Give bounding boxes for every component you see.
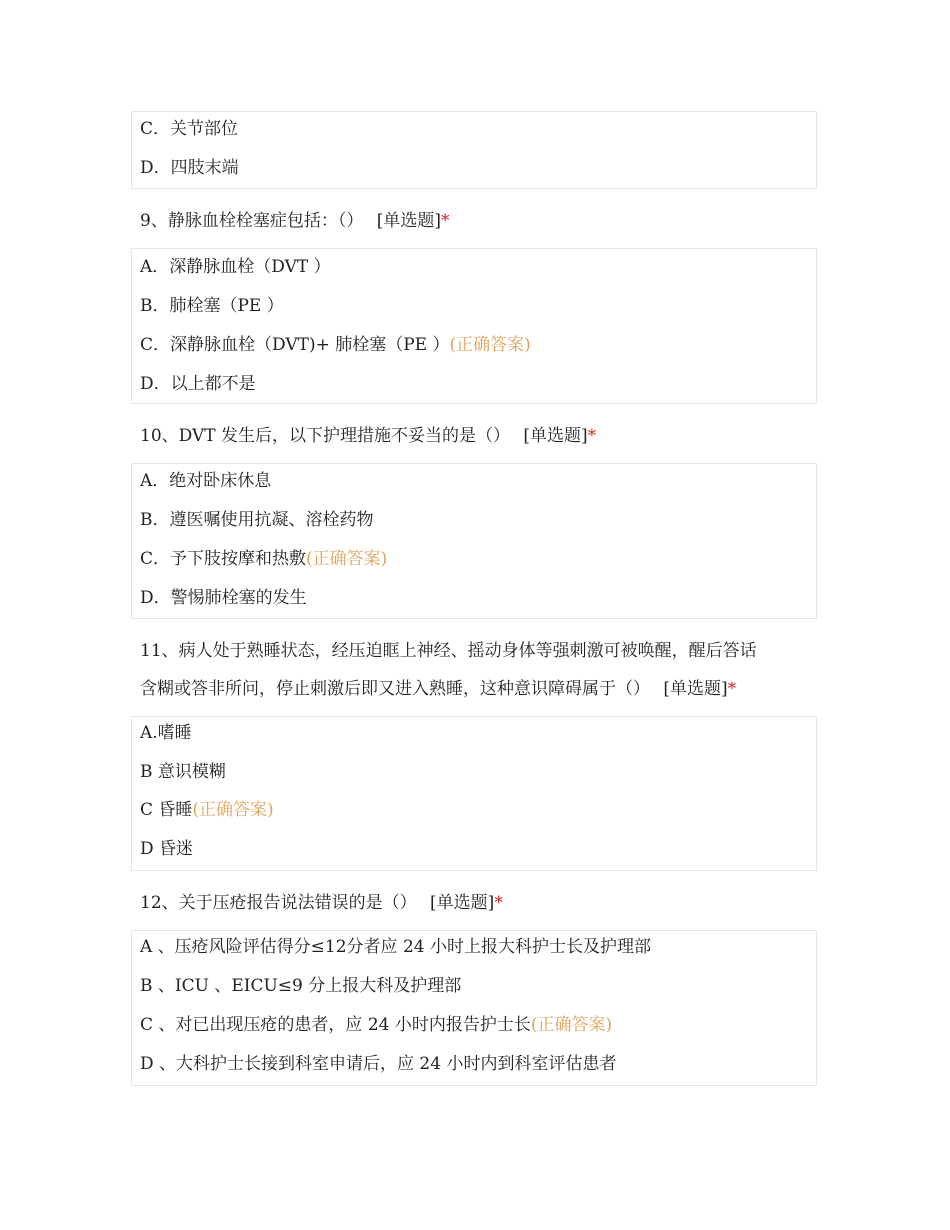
q12-title [140,891,503,915]
q11-options-box [131,716,817,871]
q10-option-a: A．绝对卧床休息 [140,471,272,491]
q10-required-star: * [587,426,597,446]
q11-option-c [140,799,274,821]
q12-options-box [131,930,817,1086]
q10-type-label: [单选题] [523,426,588,446]
q10-correct-label: (正确答案) [306,549,388,569]
q9-type-label: [单选题] [376,211,441,231]
q12-required-star: * [494,893,503,913]
q9-correct-label: (正确答案) [449,335,531,355]
q8-options-box [131,111,817,189]
q9-option-b: B．肺栓塞（PE ） [140,296,284,316]
q9-option-d: D．以上都不是 [140,374,256,394]
q11-correct-label: (正确答案) [192,800,274,820]
q8-option-c: C．关节部位 [140,119,239,139]
q11-title-line1: 11、病人处于熟睡状态，经压迫眶上神经、摇动身体等强刺激可被唤醒，醒后答话 [140,641,757,661]
q10-option-d: D．警惕肺栓塞的发生 [140,588,307,608]
q11-required-star: * [727,679,737,699]
q10-option-c-text: C．予下肢按摩和热敷 [140,549,307,569]
q12-title-text: 12、关于压疮报告说法错误的是（） [140,893,417,913]
q12-option-c [140,1014,612,1036]
q12-type-label: [单选题] [430,893,495,913]
q9-title-text: 9、静脉血栓栓塞症包括：（） [140,211,364,231]
q12-option-a: A 、压疮风险评估得分≤12分者应 24 小时上报大科护士长及护理部 [140,937,651,957]
q10-title [140,424,596,448]
q9-option-a: A．深静脉血栓（DVT ） [140,257,331,277]
q12-option-d: D 、大科护士长接到科室申请后，应 24 小时内到科室评估患者 [140,1054,617,1074]
q8-option-d: D．四肢末端 [140,158,239,178]
q12-option-c-text: C 、对已出现压疮的患者，应 24 小时内报告护士长 [140,1015,531,1035]
q9-option-c-text: C．深静脉血栓（DVT)+ 肺栓塞（PE ） [140,335,450,355]
q11-title-text: 含糊或答非所问，停止刺激后即又进入熟睡，这种意识障碍属于（） [140,679,650,699]
q11-type-label: [单选题] [663,679,728,699]
q11-option-a: A.嗜睡 [140,723,192,743]
q10-options-box [131,463,817,619]
q10-title-text: 10、DVT 发生后，以下护理措施不妥当的是（） [140,426,510,446]
q11-option-c-text: C 昏睡 [140,800,193,820]
q9-title [140,209,450,233]
q11-title-line2 [140,677,736,701]
q12-correct-label: (正确答案) [530,1015,613,1035]
q12-option-b: B 、ICU 、EICU≤9 分上报大科及护理部 [140,976,462,996]
q11-option-b: B 意识模糊 [140,762,226,782]
q11-option-d: D 昏迷 [140,839,194,859]
q10-option-b: B．遵医嘱使用抗凝、溶栓药物 [140,510,374,530]
q10-option-c [140,548,387,570]
q9-option-c [140,334,531,356]
q9-required-star: * [441,211,450,231]
q9-options-box [131,248,817,404]
